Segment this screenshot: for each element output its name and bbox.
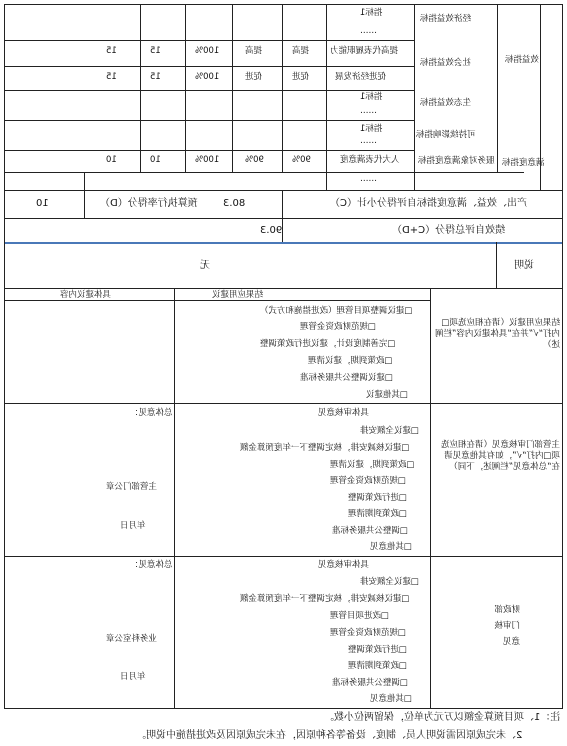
finance-option-7[interactable]: □调整公共服务标准 <box>332 678 409 688</box>
dept-date: 年月日 <box>120 521 146 531</box>
dept-option-6[interactable]: □政策到期清理 <box>348 509 408 519</box>
suggest-option-1[interactable]: □建议调整项目管理（改进措施和方式） <box>260 306 413 316</box>
note-2: 2、未完成原因需说明人员、制度、设备等各种原因，在未完成原因及改进措施中说明。 <box>136 730 523 741</box>
indicator-sustain: 指标1 <box>360 124 383 134</box>
score-social-1: 15 <box>106 46 117 56</box>
ellipsis-sustain: …… <box>360 136 377 146</box>
suggestions-col1: 结果应用建议 <box>212 290 264 300</box>
dept-option-1[interactable]: □建议全额安排 <box>360 426 420 436</box>
total-value: 90.3 <box>260 225 283 236</box>
finance-option-5[interactable]: □进行政策调整 <box>348 645 408 655</box>
actual-social-2: 促进 <box>245 72 263 82</box>
actual-social-1: 提高 <box>245 46 263 56</box>
weight-social-1: 15 <box>150 46 161 56</box>
ellipsis-satisfaction: …… <box>360 174 377 184</box>
finance-col1: 具体审核意见 <box>318 560 370 570</box>
suggest-option-2[interactable]: □规范财政资金管理 <box>300 322 377 332</box>
indicator-eco: 指标1 <box>360 92 383 102</box>
score-satisfaction: 10 <box>106 155 117 165</box>
finance-seal: 业务科室公章 <box>106 634 158 644</box>
category-sustain: 可持续影响指标 <box>416 130 476 140</box>
ellipsis-1: …… <box>360 26 377 36</box>
finance-col2: 总体意见： <box>130 560 173 570</box>
finance-left-label: 财政部门审核意见 <box>494 605 520 647</box>
description-label: 说明 <box>514 260 534 271</box>
budget-score-value: 10 <box>36 198 49 209</box>
rate-social-1: 100% <box>195 46 220 56</box>
dept-col1: 具体审核意见 <box>318 408 370 418</box>
suggestions-left-label: 结果应用建议（请在相应选项□内打“√”并在“具体建议内容”栏阐述） <box>434 318 560 350</box>
budget-score-label: 预算执行率得分（D） <box>100 198 198 209</box>
subtotal-value: 80.3 <box>223 198 246 209</box>
finance-option-1[interactable]: □建议全额安排 <box>360 577 420 587</box>
dept-option-7[interactable]: □调整公共服务标准 <box>332 526 409 536</box>
rate-social-2: 100% <box>195 72 220 82</box>
note-1: 注：1、项目预算金额以万元为单位，保留两位小数。 <box>324 712 561 723</box>
dept-col2: 总体意见： <box>130 408 173 418</box>
dept-option-8[interactable]: □其他意见 <box>370 542 413 552</box>
weight-satisfaction: 10 <box>150 155 161 165</box>
suggest-option-3[interactable]: □完善制度设计，建议进行政策调整 <box>260 339 396 349</box>
indicator-satisfaction: 人大代表满意度 <box>340 155 400 165</box>
ellipsis-eco: …… <box>360 106 377 116</box>
suggest-option-5[interactable]: □建议调整公共服务标准 <box>300 373 394 383</box>
dept-option-3[interactable]: □政策到期，建议清理 <box>330 460 415 470</box>
score-social-2: 15 <box>106 72 117 82</box>
group-label: 效益指标 <box>505 55 540 65</box>
suggest-option-4[interactable]: □政策到期，建议清理 <box>308 356 393 366</box>
suggest-option-6[interactable]: □其他建议 <box>366 390 409 400</box>
target-social-1: 提高 <box>292 46 310 56</box>
finance-option-4[interactable]: □规范财政资金管理 <box>330 628 407 638</box>
dept-left-label: 主管部门审核意见（请在相应选项□内打“√”，如有其他意见请在“总体意见”栏阐述，下同） <box>440 440 560 472</box>
dept-option-2[interactable]: □建议核减安排，核定调整下一年度预算金额 <box>240 443 410 453</box>
suggestions-col2: 具体建议内容 <box>60 290 112 300</box>
satisfaction-label: 满意度指标 <box>502 158 545 168</box>
finance-option-6[interactable]: □政策到期清理 <box>348 661 408 671</box>
dept-option-5[interactable]: □进行政策调整 <box>348 493 408 503</box>
category-social: 社会效益指标 <box>420 58 472 68</box>
total-label: 绩效自评总得分（C+D） <box>392 225 506 236</box>
actual-satisfaction: 90% <box>245 155 264 165</box>
category-economic: 经济效益指标 <box>420 14 472 24</box>
finance-option-8[interactable]: □其他意见 <box>370 694 413 704</box>
target-satisfaction: 90% <box>292 155 311 165</box>
indicator-social-1: 提高代表履职能力 <box>330 46 399 56</box>
target-social-2: 促进 <box>292 72 310 82</box>
weight-social-2: 15 <box>150 72 161 82</box>
finance-option-2[interactable]: □建议核减安排，核定调整下一年度预算金额 <box>240 594 410 604</box>
finance-date: 年月日 <box>120 672 146 682</box>
dept-seal: 主管部门公章 <box>106 482 158 492</box>
finance-option-3[interactable]: □改进项目管理 <box>330 611 390 621</box>
description-value: 无 <box>200 260 210 271</box>
indicator-social-2: 促进经济发展 <box>335 72 387 82</box>
dept-option-4[interactable]: □规范财政资金管理 <box>330 476 407 486</box>
category-satisfaction: 服务对象满意度指标 <box>418 156 495 166</box>
indicator-1: 指标1 <box>360 8 383 18</box>
category-eco: 生态效益指标 <box>420 98 472 108</box>
rate-satisfaction: 100% <box>195 155 220 165</box>
subtotal-label: 产出、效益、满意度指标自评得分小计（C） <box>330 198 527 209</box>
